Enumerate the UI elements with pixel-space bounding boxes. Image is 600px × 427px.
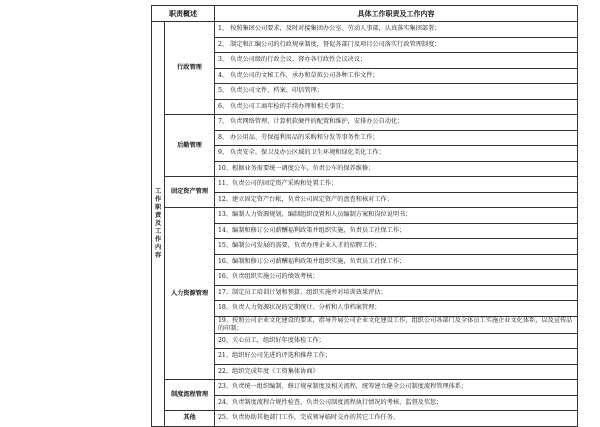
header-detail: 具体工作职责及工作内容 xyxy=(215,6,578,22)
table-row xyxy=(152,239,578,255)
table-row xyxy=(152,411,578,427)
category-label: 人力资源管理 xyxy=(165,208,215,380)
header-overview: 职责概述 xyxy=(152,6,215,22)
table-header-row xyxy=(152,6,578,22)
duty-item: 5、 负责公司文件、档案、印信管理； xyxy=(215,84,578,100)
duty-item: 17、制定员工培训计划和预算，组织实施并对培训效果评估； xyxy=(215,285,578,301)
category-label: 固定资产管理 xyxy=(165,177,215,208)
table-row xyxy=(152,333,578,349)
duty-item: 8、 办公用品、劳保福利用品的采购和分发等事务性工作； xyxy=(215,130,578,146)
table-row xyxy=(152,349,578,365)
duty-item: 10、根据业务需要统一调度公车，负责公车的保养维修； xyxy=(215,161,578,177)
table-row xyxy=(152,177,578,193)
duty-item: 15、编制公司发展的需要，负责办理企业人才的招聘工作； xyxy=(215,239,578,255)
table-row xyxy=(152,115,578,131)
table-row xyxy=(152,53,578,69)
table-body xyxy=(152,22,578,427)
duty-item: 22、组织完成年度《工资集体协商》 xyxy=(215,364,578,380)
table-row xyxy=(152,37,578,53)
duty-item: 25、负责协助其他部门工作，完成领导临时交办的其它工作任务。 xyxy=(215,411,578,427)
table-row xyxy=(152,99,578,115)
duty-item: 12、建立固定资产台帐，负责公司固定资产的盘查和核对工作； xyxy=(215,192,578,208)
category-label: 行政管理 xyxy=(165,22,215,115)
duty-item: 24、负责制度流程合规性检查，负责公司制度流程执行情况的考核、监督及奖惩； xyxy=(215,395,578,411)
duty-item: 19、按照公司企业文化建设的要求，指导开展公司企业文化建设工作，组织公司各部门及全体员工实施企业文化体系，以及宣传品的印制； xyxy=(215,316,578,333)
duty-item: 7、 负责网络管理，计算机软硬件的配置和维护，安排办公自动化； xyxy=(215,115,578,131)
table-row xyxy=(152,316,578,333)
duty-item: 3、 负责公司级的行政会议，督办各行政性会议决议； xyxy=(215,53,578,69)
table-row xyxy=(152,84,578,100)
duty-item: 20、关心员工，组织好年度体检工作； xyxy=(215,333,578,349)
category-label: 其他 xyxy=(165,411,215,427)
category-label: 制度流程管理 xyxy=(165,380,215,411)
table-row xyxy=(152,146,578,162)
duty-item: 4、 负责公司的文秘工作，承办和草拟公司各种工作文件； xyxy=(215,68,578,84)
duty-item: 14、编制和修订公司薪酬福利政策并组织实施，负责员工社保工作； xyxy=(215,223,578,239)
duty-item: 16、负责组织实施公司的绩效考核； xyxy=(215,270,578,286)
duty-item: 13、编制人力资源规划，编制组织设置和人员编制方案和岗位说明书； xyxy=(215,208,578,224)
duty-item: 11、负责公司的固定资产采购和处置工作； xyxy=(215,177,578,193)
duty-item: 6、 负责公司工商年检的手续办理和相关事宜； xyxy=(215,99,578,115)
table-row xyxy=(152,68,578,84)
side-label: 工 作 职 责 及 工 作 内 容 xyxy=(152,22,165,427)
table-row xyxy=(152,161,578,177)
table-row xyxy=(152,364,578,380)
duty-item: 18、负责人力资源状况的定期统计、分析和人事档案管理； xyxy=(215,301,578,317)
duty-item: 9、 负责安全、保卫及办公区域的卫生环境和绿化美化工作； xyxy=(215,146,578,162)
table-row xyxy=(152,208,578,224)
job-duty-table xyxy=(151,5,578,427)
duty-item: 23、负责统一组织编制、修订规章制度及相关流程，统筹建立健全公司制度流程管理体系； xyxy=(215,380,578,396)
table-row xyxy=(152,380,578,396)
table-row xyxy=(152,22,578,38)
table-row xyxy=(152,301,578,317)
category-label: 后勤管理 xyxy=(165,115,215,177)
table-row xyxy=(152,223,578,239)
duty-item: 1、 按照集团公司要求，及时对接集团办公室、劳动人事部，认真落实集团部署； xyxy=(215,22,578,38)
table-row xyxy=(152,285,578,301)
table-row xyxy=(152,192,578,208)
duty-item: 21、组织好公司先进的评选和推荐工作； xyxy=(215,349,578,365)
table-row xyxy=(152,254,578,270)
table-row xyxy=(152,395,578,411)
table-row xyxy=(152,130,578,146)
table-row xyxy=(152,270,578,286)
duty-item: 2、 制定和汇编公司的行政规章制度，督促各部门及项目公司落实行政管理制度； xyxy=(215,37,578,53)
duty-item: 16、编制和修订公司薪酬福利政策并组织实施，负责员工社保工作； xyxy=(215,254,578,270)
